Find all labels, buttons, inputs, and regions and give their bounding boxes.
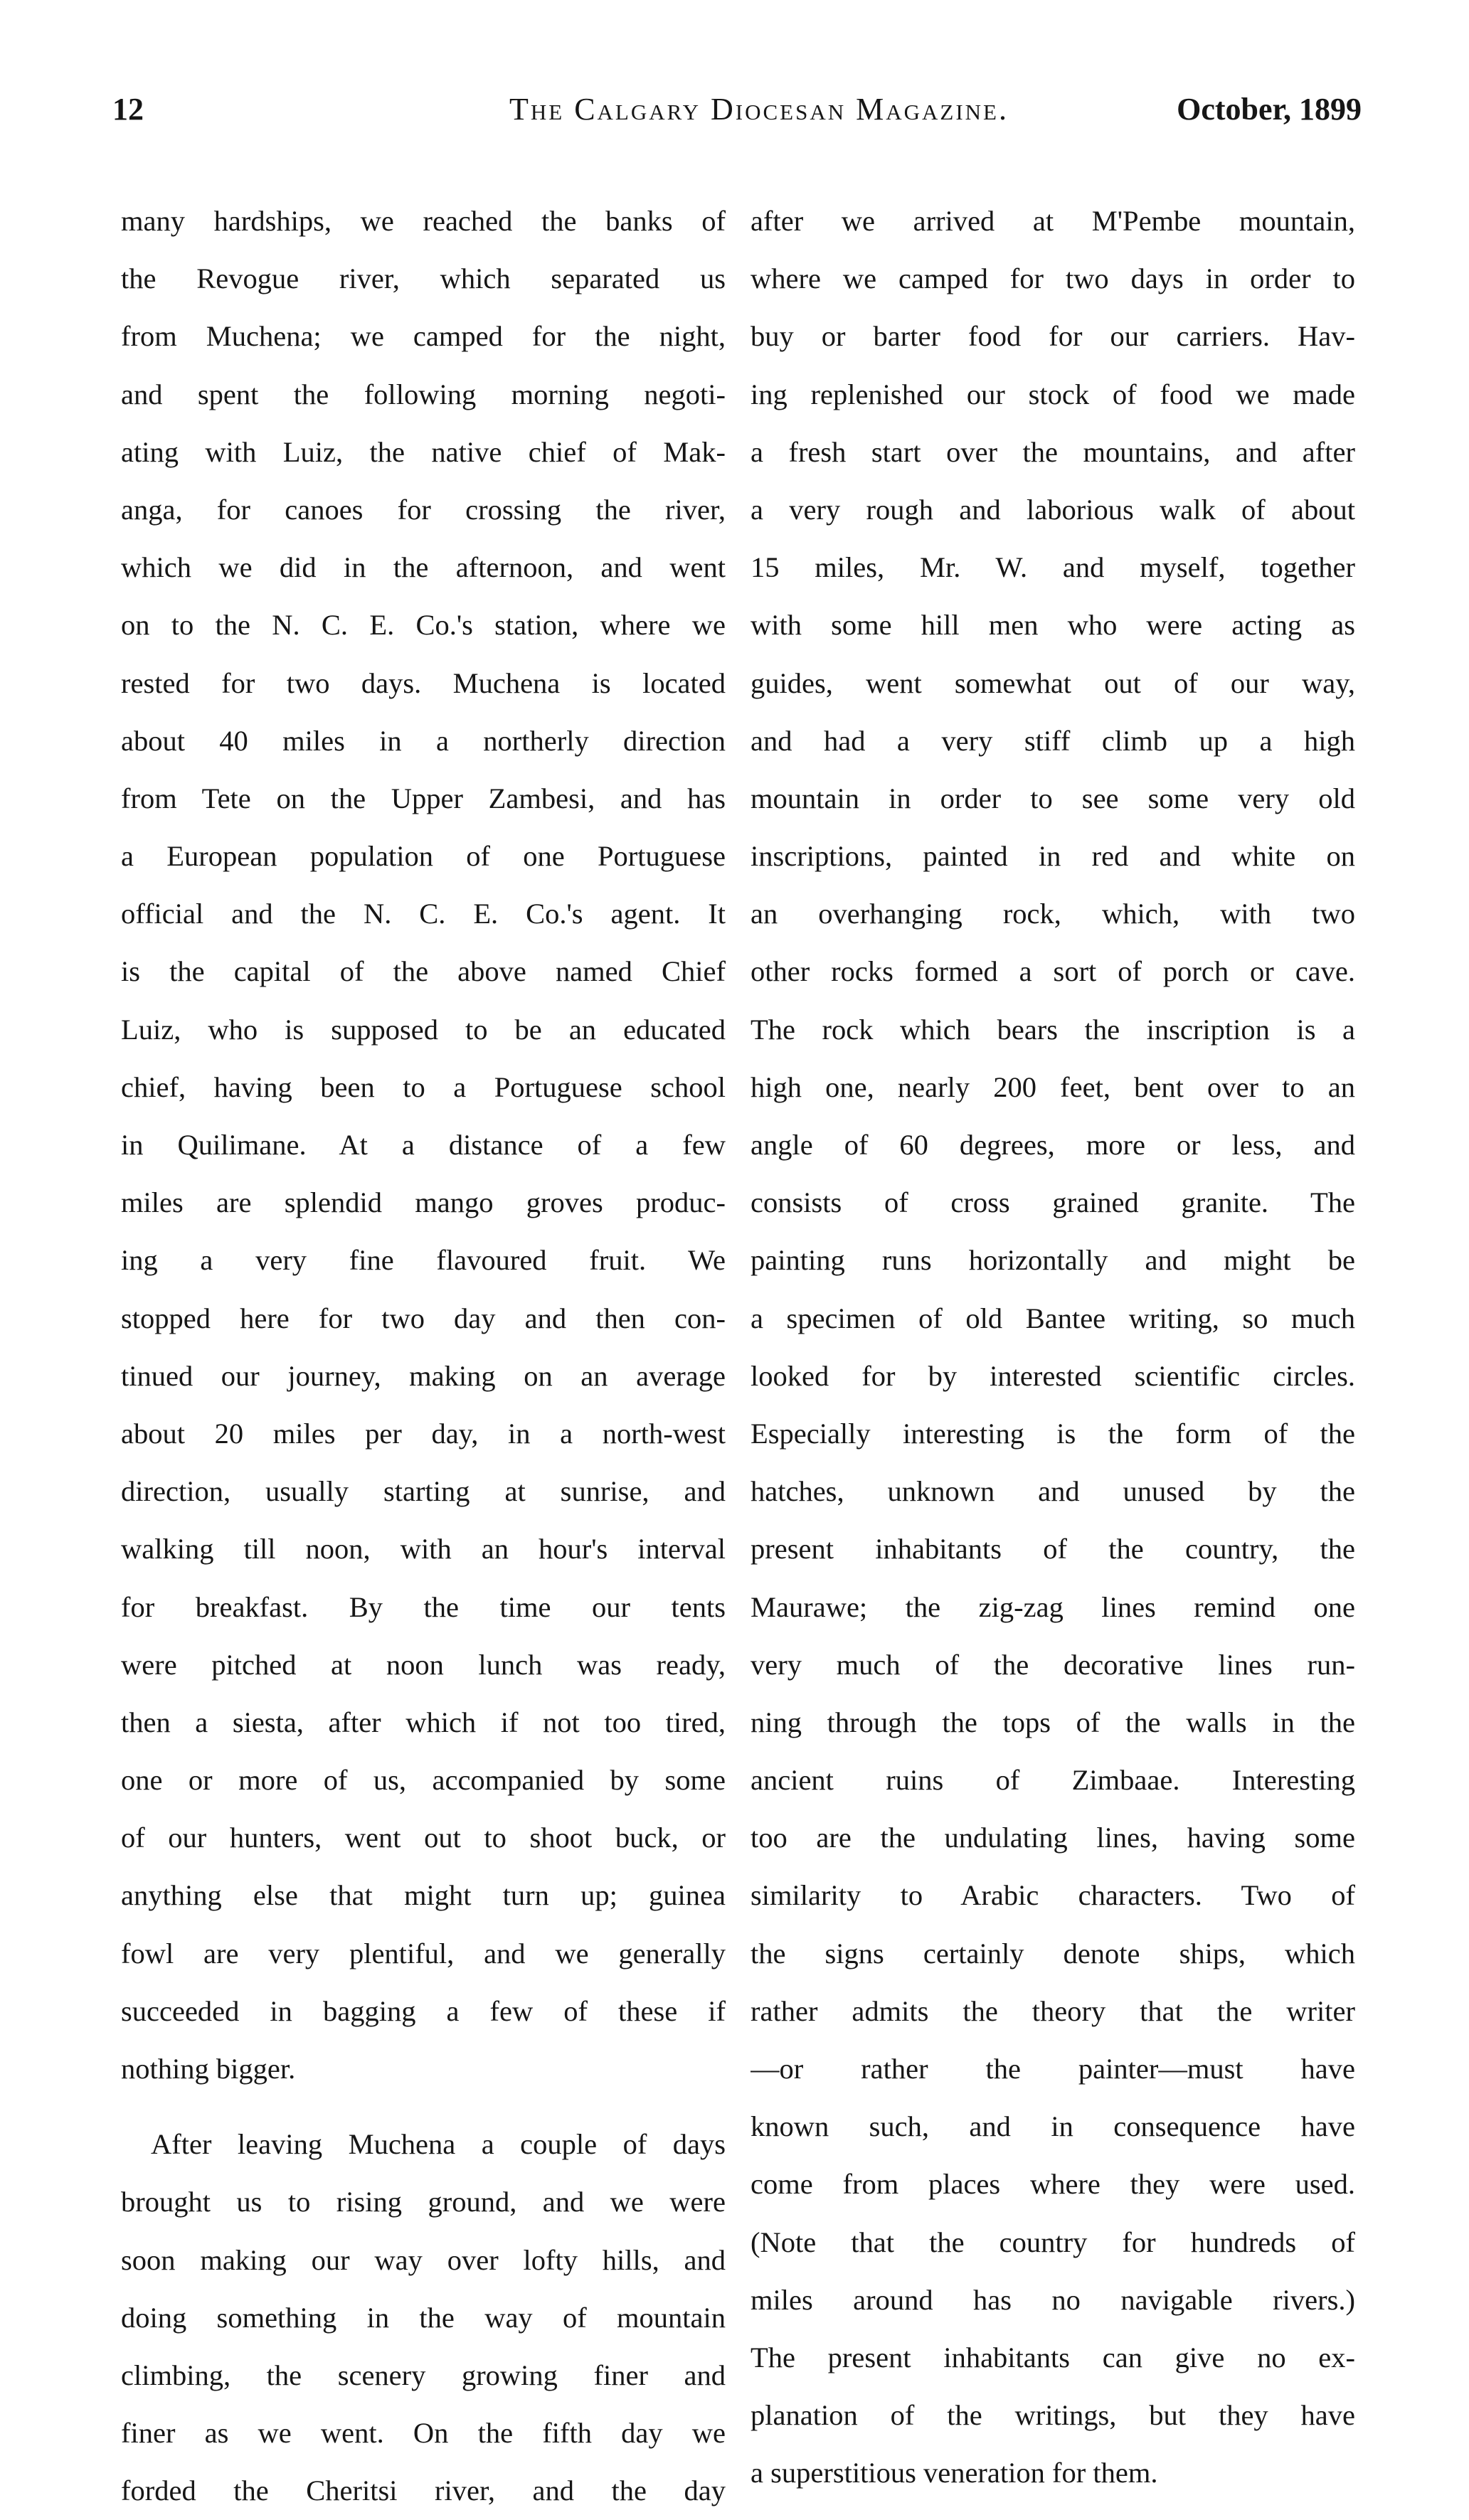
text-line: a fresh start over the mountains, and after	[751, 435, 1355, 468]
text-line: The present inhabitants can give no ex-	[751, 2341, 1355, 2373]
text-line: miles are splendid mango groves produc-	[121, 1186, 726, 1219]
text-line: the Revogue river, which separated us	[121, 262, 726, 295]
text-line: brought us to rising ground, and we were	[121, 2186, 726, 2218]
text-line: anga, for canoes for crossing the river,	[121, 493, 726, 526]
text-line: present inhabitants of the country, the	[751, 1533, 1355, 1565]
text-line: tinued our journey, making on an average	[121, 1359, 726, 1392]
text-line: about 20 miles per day, in a north-west	[121, 1417, 726, 1450]
text-line: ing a very fine flavoured fruit. We	[121, 1244, 726, 1277]
page-number: 12	[112, 92, 144, 127]
text-line: doing something in the way of mountain	[121, 2301, 726, 2334]
text-line: Maurawe; the zig-zag lines remind one	[751, 1590, 1355, 1623]
text-line: anything else that might turn up; guinea	[121, 1879, 726, 1912]
text-line: planation of the writings, but they have	[751, 2399, 1355, 2432]
text-line: official and the N. C. E. Co.'s agent. It	[121, 898, 726, 930]
paragraph	[121, 2115, 726, 2519]
text-line: consists of cross grained granite. The	[751, 1186, 1355, 1219]
text-line: climbing, the scenery growing finer and	[121, 2359, 726, 2391]
text-line: come from places where they were used.	[751, 2168, 1355, 2201]
text-line: succeeded in bagging a few of these if	[121, 1994, 726, 2027]
text-line: an overhanging rock, which, with two	[751, 898, 1355, 930]
text-line: inscriptions, painted in red and white on	[751, 840, 1355, 873]
text-line: —or rather the painter—must have	[751, 2053, 1355, 2085]
text-line: too are the undulating lines, having some	[751, 1822, 1355, 1854]
text-line: walking till noon, with an hour's interval	[121, 1533, 726, 1565]
text-line: very much of the decorative lines run-	[751, 1648, 1355, 1681]
text-line: miles around has no navigable rivers.)	[751, 2283, 1355, 2316]
text-line: looked for by interested scientific circles.	[751, 1359, 1355, 1392]
text-line: then a siesta, after which if not too tired,	[121, 1706, 726, 1738]
paragraph-gap	[121, 2098, 726, 2115]
running-header	[112, 91, 1362, 148]
text-line: a very rough and laborious walk of about	[751, 493, 1355, 526]
text-line: about 40 miles in a northerly direction	[121, 724, 726, 757]
text-line: finer as we went. On the fifth day we	[121, 2417, 726, 2450]
text-line: in Quilimane. At a distance of a few	[121, 1129, 726, 1161]
text-line: and had a very stiff climb up a high	[751, 724, 1355, 757]
text-line: painting runs horizontally and might be	[751, 1244, 1355, 1277]
text-line: direction, usually starting at sunrise, and	[121, 1475, 726, 1508]
text-line: rather admits the theory that the writer	[751, 1994, 1355, 2027]
text-line: a specimen of old Bantee writing, so much	[751, 1302, 1355, 1334]
text-line: guides, went somewhat out of our way,	[751, 666, 1355, 699]
text-line: other rocks formed a sort of porch or cave.	[751, 955, 1355, 988]
text-line: angle of 60 degrees, more or less, and	[751, 1129, 1355, 1161]
text-line: for breakfast. By the time our tents	[121, 1590, 726, 1623]
issue-date: October, 1899	[1177, 92, 1362, 127]
text-line: ning through the tops of the walls in the	[751, 1706, 1355, 1738]
text-line: high one, nearly 200 feet, bent over to an	[751, 1070, 1355, 1103]
paragraph	[121, 192, 726, 2098]
text-line: known such, and in consequence have	[751, 2110, 1355, 2143]
text-line: buy or barter food for our carriers. Hav-	[751, 320, 1355, 353]
text-line: stopped here for two day and then con-	[121, 1302, 726, 1334]
text-line: soon making our way over lofty hills, and	[121, 2243, 726, 2276]
text-line: rested for two days. Muchena is located	[121, 666, 726, 699]
text-line: of our hunters, went out to shoot buck, or	[121, 1822, 726, 1854]
right-column	[751, 192, 1355, 2502]
text-line: ancient ruins of Zimbaae. Interesting	[751, 1764, 1355, 1797]
text-line: one or more of us, accompanied by some	[121, 1764, 726, 1797]
text-line: from Tete on the Upper Zambesi, and has	[121, 782, 726, 814]
text-line: were pitched at noon lunch was ready,	[121, 1648, 726, 1681]
magazine-title: The Calgary Diocesan Magazine.	[509, 92, 1009, 127]
text-line: a superstitious veneration for them.	[751, 2457, 1158, 2489]
text-line: which we did in the afternoon, and went	[121, 551, 726, 584]
text-line: where we camped for two days in order to	[751, 262, 1355, 295]
text-line: the signs certainly denote ships, which	[751, 1937, 1355, 1969]
text-line: forded the Cheritsi river, and the day	[121, 2474, 726, 2507]
text-line: is the capital of the above named Chief	[121, 955, 726, 988]
text-line: and spent the following morning negoti-	[121, 378, 726, 410]
text-line: after we arrived at M'Pembe mountain,	[751, 205, 1355, 237]
text-line: Luiz, who is supposed to be an educated	[121, 1013, 726, 1046]
left-column	[121, 192, 726, 2520]
text-line: The rock which bears the inscription is a	[751, 1013, 1355, 1046]
text-line: hatches, unknown and unused by the	[751, 1475, 1355, 1508]
text-line: similarity to Arabic characters. Two of	[751, 1879, 1355, 1912]
text-line: 15 miles, Mr. W. and myself, together	[751, 551, 1355, 584]
text-line: chief, having been to a Portuguese school	[121, 1070, 726, 1103]
text-line: fowl are very plentiful, and we generally	[121, 1937, 726, 1969]
text-line: After leaving Muchena a couple of days	[151, 2128, 726, 2161]
text-line: ing replenished our stock of food we made	[751, 378, 1355, 410]
text-line: ating with Luiz, the native chief of Mak-	[121, 435, 726, 468]
text-line: on to the N. C. E. Co.'s station, where we	[121, 609, 726, 642]
text-line: with some hill men who were acting as	[751, 609, 1355, 642]
text-line: a European population of one Portuguese	[121, 840, 726, 873]
text-line: (Note that the country for hundreds of	[751, 2226, 1355, 2258]
text-line: nothing bigger.	[121, 2053, 296, 2085]
text-line: many hardships, we reached the banks of	[121, 205, 726, 237]
text-line: from Muchena; we camped for the night,	[121, 320, 726, 353]
text-line: Especially interesting is the form of the	[751, 1417, 1355, 1450]
text-line: mountain in order to see some very old	[751, 782, 1355, 814]
